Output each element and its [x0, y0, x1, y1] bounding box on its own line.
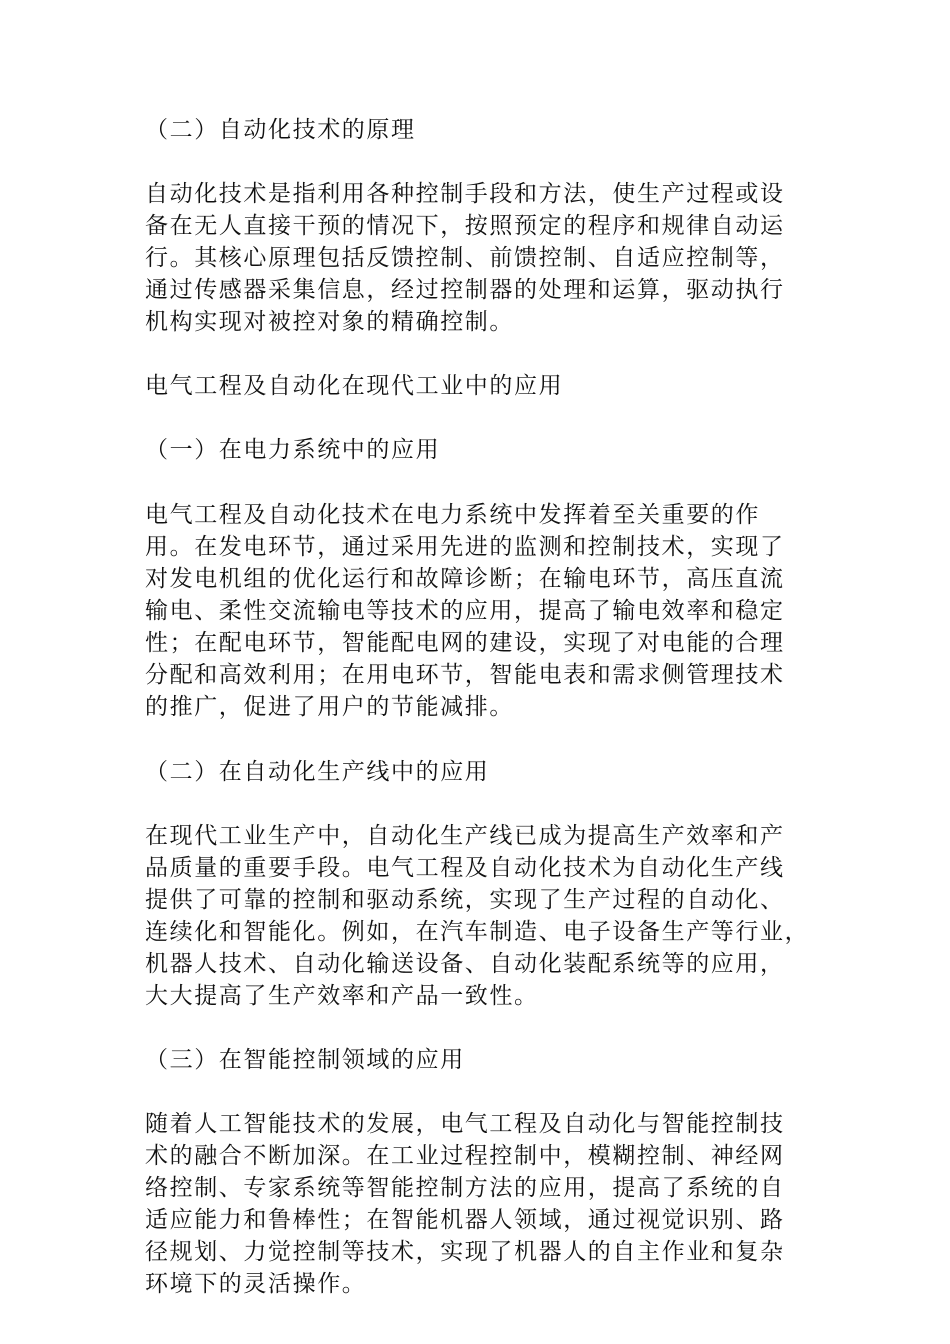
paragraph-production: [145, 820, 825, 1012]
paragraph-principle: [145, 178, 825, 338]
paragraph-line: 性；在配电环节，智能配电网的建设，实现了对电能的合理: [145, 630, 785, 656]
chapter-title-applications: 电气工程及自动化在现代工业中的应用: [145, 373, 564, 399]
paragraph-line: 的推广，促进了用户的节能减排。: [145, 694, 514, 720]
paragraph-line: 备在无人直接干预的情况下，按照预定的程序和规律自动运: [145, 213, 785, 239]
paragraph-line: 用。在发电环节，通过采用先进的监测和控制技术，实现了: [145, 534, 785, 560]
paragraph-line: 径规划、力觉控制等技术，实现了机器人的自主作业和复杂: [145, 1239, 785, 1265]
paragraph-line: 品质量的重要手段。电气工程及自动化技术为自动化生产线: [145, 855, 785, 881]
section-heading-principle: （二）自动化技术的原理: [145, 117, 416, 143]
paragraph-line: 对发电机组的优化运行和故障诊断；在输电环节，高压直流: [145, 566, 785, 592]
paragraph-line: 术的融合不断加深。在工业过程控制中，模糊控制、神经网: [145, 1143, 785, 1169]
paragraph-line: 环境下的灵活操作。: [145, 1271, 367, 1297]
paragraph-power: [145, 499, 825, 723]
paragraph-line: 大大提高了生产效率和产品一致性。: [145, 983, 539, 1009]
section-heading-intelligent: （三）在智能控制领域的应用: [145, 1047, 465, 1073]
section-heading-production: （二）在自动化生产线中的应用: [145, 759, 490, 785]
paragraph-line: 络控制、专家系统等智能控制方法的应用，提高了系统的自: [145, 1175, 785, 1201]
paragraph-line: 分配和高效利用；在用电环节，智能电表和需求侧管理技术: [145, 662, 785, 688]
paragraph-line: 输电、柔性交流输电等技术的应用，提高了输电效率和稳定: [145, 598, 785, 624]
paragraph-line: 机器人技术、自动化输送设备、自动化装配系统等的应用，: [145, 951, 785, 977]
paragraph-line: 通过传感器采集信息，经过控制器的处理和运算，驱动执行: [145, 277, 785, 303]
paragraph-line: 提供了可靠的控制和驱动系统，实现了生产过程的自动化、: [145, 887, 785, 913]
paragraph-line: 适应能力和鲁棒性；在智能机器人领域，通过视觉识别、路: [145, 1207, 785, 1233]
paragraph-line: 机构实现对被控对象的精确控制。: [145, 309, 514, 335]
paragraph-intelligent: [145, 1108, 825, 1300]
paragraph-line: 行。其核心原理包括反馈控制、前馈控制、自适应控制等，: [145, 245, 785, 271]
paragraph-line: 随着人工智能技术的发展，电气工程及自动化与智能控制技: [145, 1111, 785, 1137]
paragraph-line: 连续化和智能化。例如，在汽车制造、电子设备生产等行业，: [145, 919, 810, 945]
paragraph-line: 自动化技术是指利用各种控制手段和方法，使生产过程或设: [145, 181, 785, 207]
paragraph-line: 在现代工业生产中，自动化生产线已成为提高生产效率和产: [145, 823, 785, 849]
section-heading-power: （一）在电力系统中的应用: [145, 437, 441, 463]
paragraph-line: 电气工程及自动化技术在电力系统中发挥着至关重要的作: [145, 502, 760, 528]
